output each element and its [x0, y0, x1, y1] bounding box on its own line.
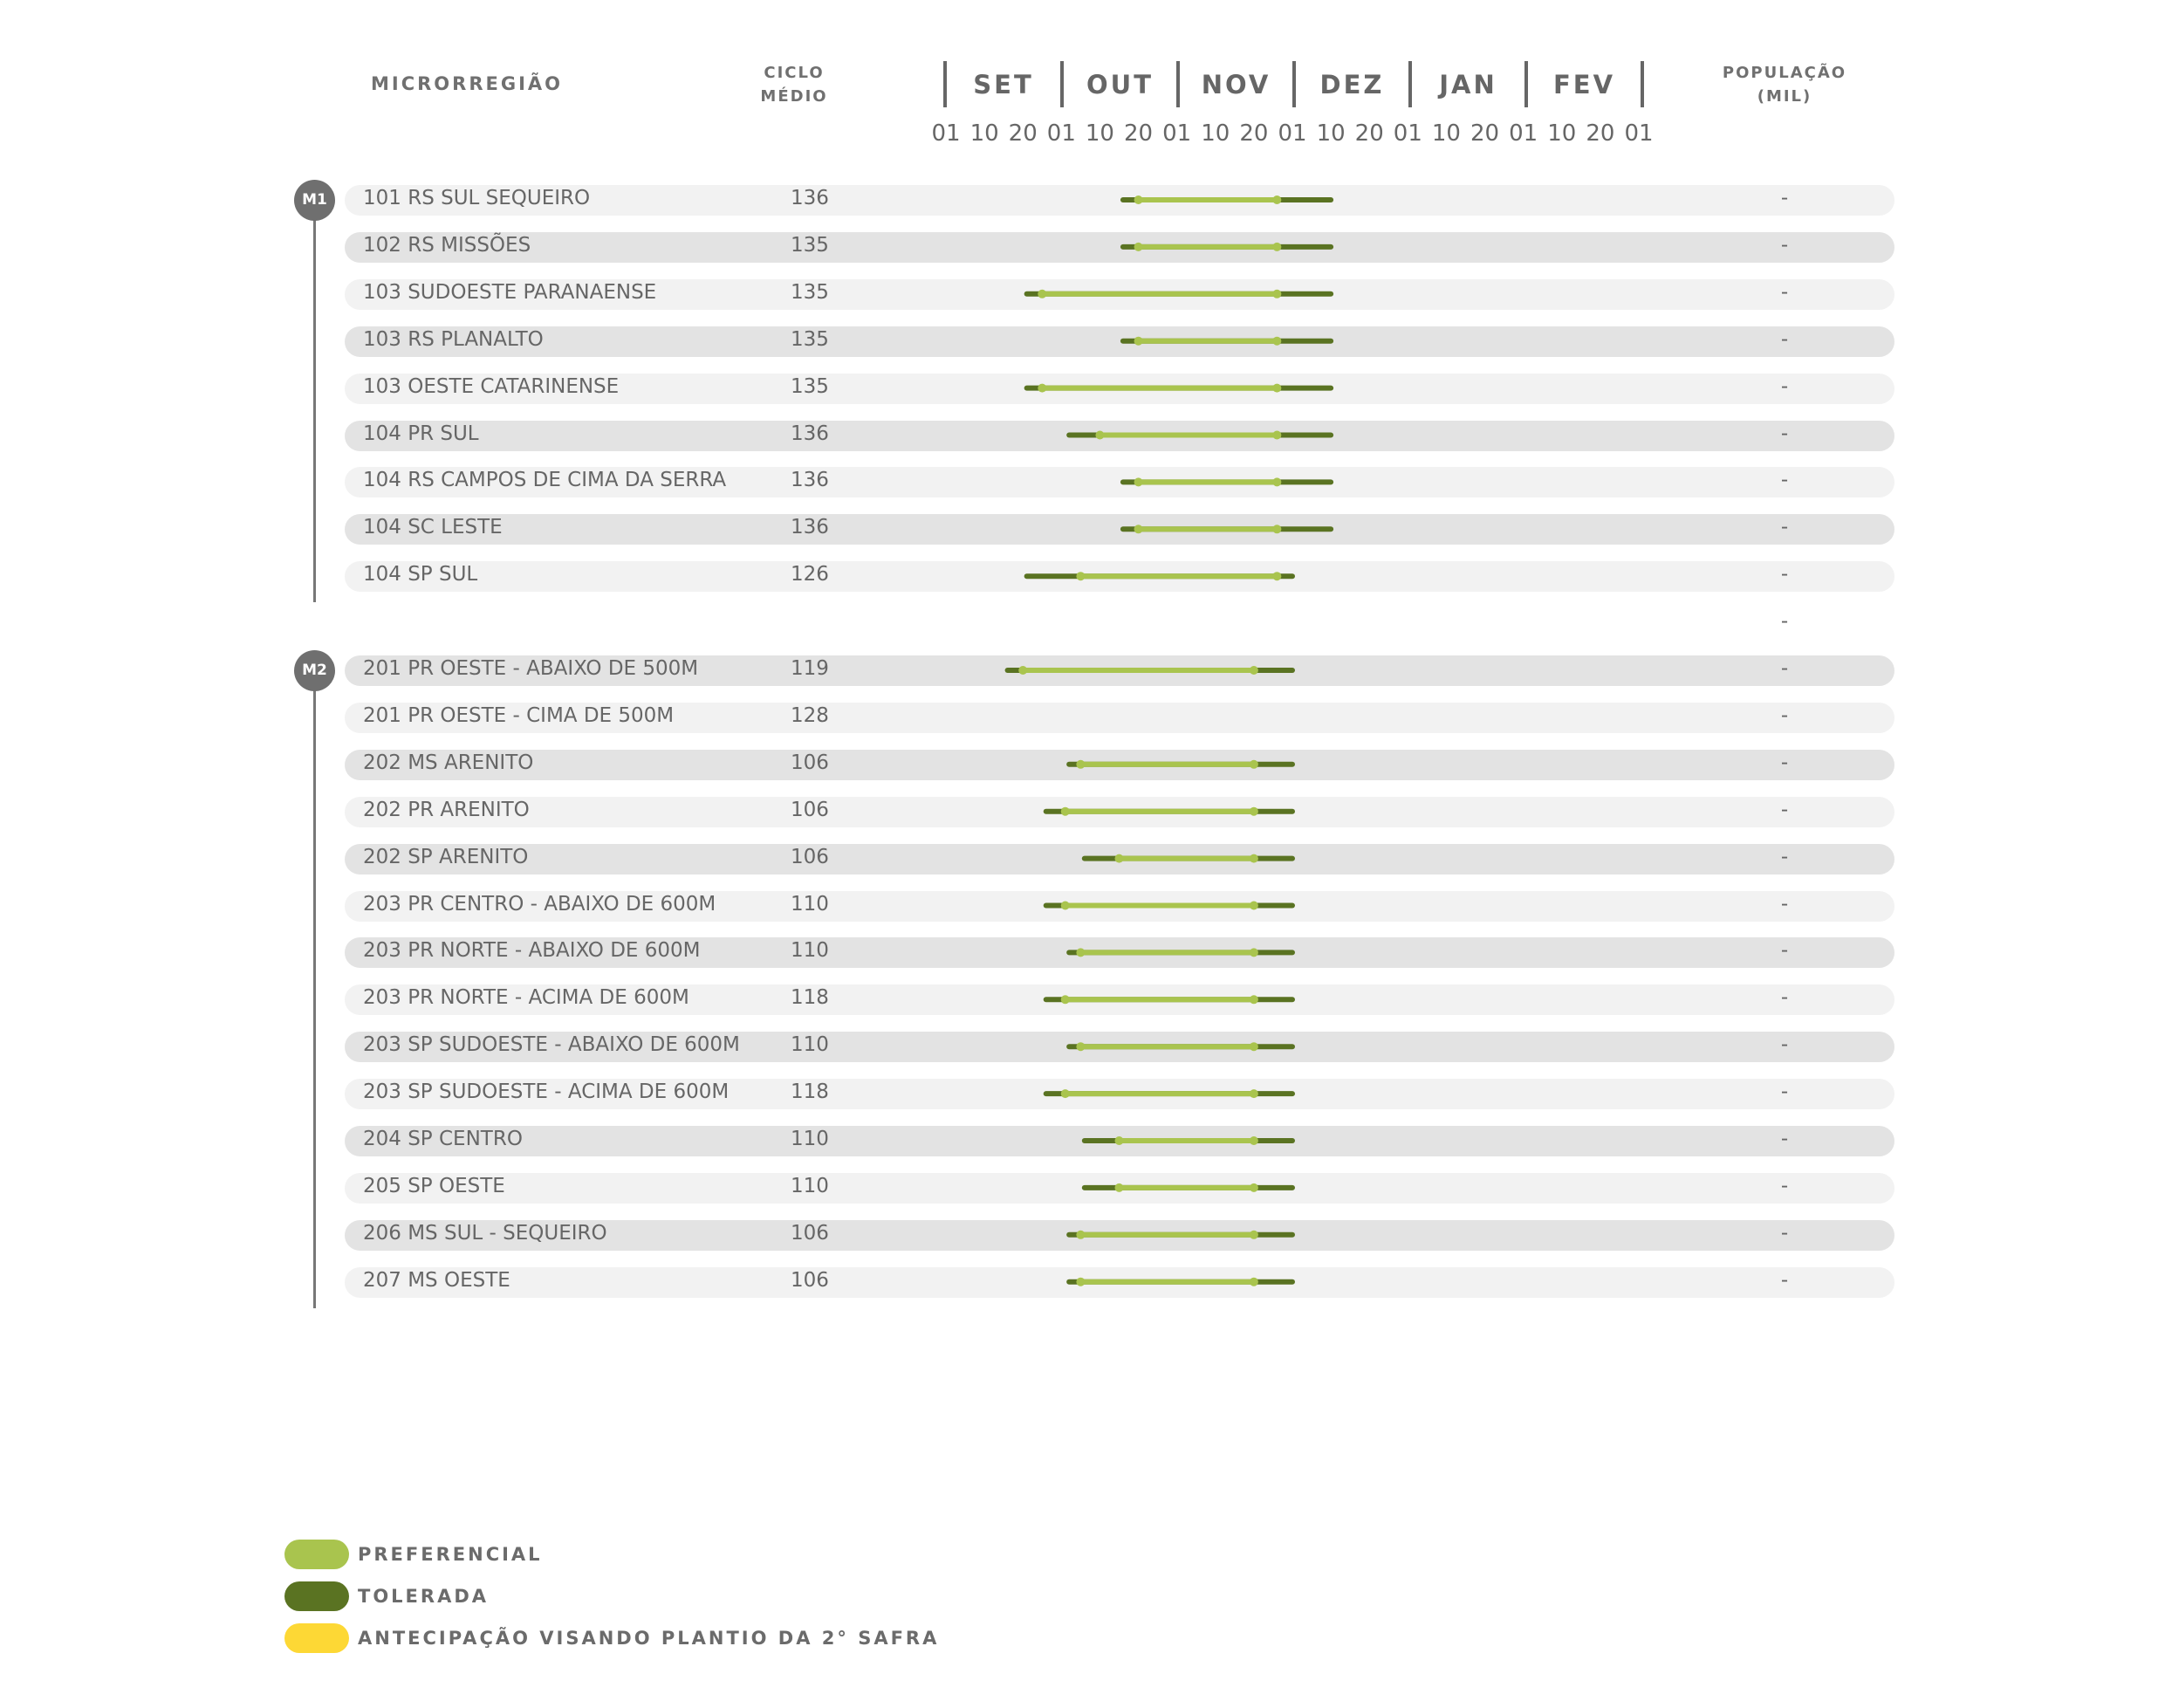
row-microrregiao: 103 SUDOESTE PARANAENSE	[363, 280, 657, 304]
row-populacao: -	[1780, 798, 1789, 821]
month-label: OUT	[1086, 70, 1154, 99]
row-ciclo: 110	[791, 1174, 829, 1197]
row-ciclo: 136	[791, 469, 829, 492]
preferencial-endpoint	[1250, 1136, 1258, 1145]
preferencial-endpoint	[1250, 760, 1258, 769]
row-populacao: -	[1780, 703, 1789, 727]
row-ciclo: 110	[791, 892, 829, 916]
row-microrregiao: 103 RS PLANALTO	[363, 327, 544, 351]
preferencial-endpoint	[1115, 854, 1124, 863]
month-label: DEZ	[1319, 70, 1385, 99]
row-populacao: -	[1780, 845, 1789, 868]
row-ciclo: 118	[791, 1080, 829, 1104]
row-microrregiao: 203 PR NORTE - ACIMA DE 600M	[363, 986, 689, 1010]
preferencial-endpoint	[1038, 290, 1046, 298]
row-microrregiao: 104 RS CAMPOS DE CIMA DA SERRA	[363, 469, 727, 492]
tick-label: 01	[1624, 120, 1654, 147]
tick-label: 01	[931, 120, 961, 147]
preferencial-endpoint	[1076, 1042, 1085, 1051]
preferencial-endpoint	[1095, 431, 1104, 440]
row-microrregiao: 203 PR CENTRO - ABAIXO DE 600M	[363, 892, 716, 916]
row-microrregiao: 102 RS MISSÕES	[363, 233, 531, 257]
row-ciclo: 118	[791, 986, 829, 1010]
row-ciclo: 106	[791, 1221, 829, 1245]
preferencial-endpoint	[1272, 195, 1281, 204]
row-microrregiao: 203 SP SUDOESTE - ACIMA DE 600M	[363, 1080, 730, 1104]
tick-label: 10	[1316, 120, 1346, 147]
column-header-ciclo-line1: CICLO	[764, 64, 825, 82]
month-label: SET	[973, 70, 1034, 99]
legend-label: PREFERENCIAL	[358, 1544, 543, 1565]
preferencial-endpoint	[1134, 477, 1143, 486]
row-ciclo: 126	[791, 563, 829, 586]
row-microrregiao: 201 PR OESTE - ABAIXO DE 500M	[363, 657, 699, 680]
preferencial-endpoint	[1272, 477, 1281, 486]
preferencial-endpoint	[1018, 666, 1027, 675]
preferencial-endpoint	[1272, 243, 1281, 251]
preferencial-endpoint	[1076, 1278, 1085, 1286]
row-ciclo: 106	[791, 751, 829, 774]
tick-label: 20	[1239, 120, 1269, 147]
tick-label: 10	[1431, 120, 1461, 147]
row-ciclo: 106	[791, 1268, 829, 1292]
preferencial-endpoint	[1076, 760, 1085, 769]
column-header-populacao-line1: POPULAÇÃO	[1722, 64, 1847, 82]
row-populacao: -	[1780, 469, 1789, 492]
row-ciclo: 135	[791, 280, 829, 304]
month-label: JAN	[1439, 70, 1497, 99]
row-microrregiao: 104 SP SUL	[363, 563, 478, 586]
preferencial-endpoint	[1250, 1278, 1258, 1286]
row-populacao: -	[1780, 233, 1789, 257]
legend-label: TOLERADA	[358, 1586, 490, 1607]
row-populacao: -	[1780, 516, 1789, 539]
row-populacao: -	[1780, 610, 1789, 634]
row-populacao: -	[1780, 374, 1789, 398]
tick-label: 20	[1586, 120, 1615, 147]
row-populacao: -	[1780, 280, 1789, 304]
row-microrregiao: 101 RS SUL SEQUEIRO	[363, 187, 591, 209]
row-microrregiao: 207 MS OESTE	[363, 1268, 510, 1292]
tick-label: 01	[1046, 120, 1076, 147]
column-header-populacao-line2: (MIL)	[1757, 87, 1812, 106]
month-label: NOV	[1201, 70, 1271, 99]
legend-swatch	[284, 1623, 349, 1653]
row-populacao: -	[1780, 1080, 1789, 1104]
column-header-microrregiao: MICRORREGIÃO	[371, 73, 563, 94]
legend-label: ANTECIPAÇÃO VISANDO PLANTIO DA 2° SAFRA	[358, 1628, 940, 1649]
row-microrregiao: 202 PR ARENITO	[363, 798, 530, 821]
preferencial-endpoint	[1272, 572, 1281, 580]
preferencial-endpoint	[1272, 431, 1281, 440]
column-header-ciclo-line2: MÉDIO	[760, 87, 828, 106]
preferencial-endpoint	[1250, 1231, 1258, 1239]
preferencial-endpoint	[1272, 384, 1281, 393]
preferencial-endpoint	[1250, 666, 1258, 675]
preferencial-endpoint	[1115, 1136, 1124, 1145]
row-microrregiao: 206 MS SUL - SEQUEIRO	[363, 1221, 607, 1245]
row-ciclo: 110	[791, 1033, 829, 1057]
tick-label: 10	[1201, 120, 1230, 147]
tick-label: 10	[969, 120, 999, 147]
row-ciclo: 106	[791, 798, 829, 821]
row-microrregiao: 104 SC LESTE	[363, 516, 503, 539]
row-microrregiao: 203 SP SUDOESTE - ABAIXO DE 600M	[363, 1033, 740, 1057]
preferencial-endpoint	[1076, 948, 1085, 957]
group-badge: M1	[294, 180, 335, 221]
preferencial-endpoint	[1061, 995, 1070, 1004]
tick-label: 01	[1278, 120, 1307, 147]
row-populacao: -	[1780, 751, 1789, 774]
group-badge: M2	[294, 650, 335, 691]
row-microrregiao: 202 MS ARENITO	[363, 751, 534, 774]
preferencial-endpoint	[1250, 1089, 1258, 1098]
preferencial-endpoint	[1272, 337, 1281, 346]
preferencial-endpoint	[1134, 195, 1143, 204]
row-populacao: -	[1780, 187, 1789, 209]
row-ciclo: 119	[791, 657, 829, 680]
preferencial-endpoint	[1134, 525, 1143, 533]
row-microrregiao: 203 PR NORTE - ABAIXO DE 600M	[363, 939, 701, 963]
row-ciclo: 135	[791, 233, 829, 257]
row-microrregiao: 103 OESTE CATARINENSE	[363, 374, 620, 398]
preferencial-endpoint	[1250, 1042, 1258, 1051]
tick-label: 20	[1354, 120, 1384, 147]
row-populacao: -	[1780, 892, 1789, 916]
tick-label: 01	[1162, 120, 1192, 147]
row-microrregiao: 202 SP ARENITO	[363, 845, 529, 868]
legend-swatch	[284, 1540, 349, 1569]
row-populacao: -	[1780, 1128, 1789, 1150]
tick-label: 10	[1547, 120, 1577, 147]
month-label: FEV	[1552, 70, 1616, 99]
preferencial-endpoint	[1115, 1183, 1124, 1192]
row-populacao: -	[1780, 563, 1789, 586]
row-populacao: -	[1780, 1174, 1789, 1197]
preferencial-endpoint	[1038, 384, 1046, 393]
preferencial-endpoint	[1250, 1183, 1258, 1192]
legend-swatch	[284, 1581, 349, 1611]
preferencial-endpoint	[1061, 807, 1070, 816]
row-populacao: -	[1780, 657, 1789, 680]
row-populacao: -	[1780, 327, 1789, 351]
tick-label: 20	[1124, 120, 1154, 147]
preferencial-endpoint	[1250, 854, 1258, 863]
preferencial-endpoint	[1134, 243, 1143, 251]
row-ciclo: 110	[791, 939, 829, 963]
row-populacao: -	[1780, 939, 1789, 963]
preferencial-endpoint	[1250, 948, 1258, 957]
row-ciclo: 110	[791, 1128, 829, 1150]
preferencial-endpoint	[1250, 902, 1258, 910]
row-ciclo: 106	[791, 845, 829, 868]
tick-label: 01	[1393, 120, 1422, 147]
tick-label: 20	[1470, 120, 1500, 147]
row-ciclo: 136	[791, 187, 829, 209]
row-microrregiao: 204 SP CENTRO	[363, 1128, 523, 1150]
preferencial-endpoint	[1272, 525, 1281, 533]
row-ciclo: 128	[791, 703, 829, 727]
preferencial-endpoint	[1250, 995, 1258, 1004]
row-microrregiao: 104 PR SUL	[363, 422, 479, 445]
row-ciclo: 135	[791, 327, 829, 351]
row-populacao: -	[1780, 422, 1789, 445]
row-microrregiao: 205 SP OESTE	[363, 1174, 505, 1197]
preferencial-endpoint	[1134, 337, 1143, 346]
row-populacao: -	[1780, 1221, 1789, 1245]
row-microrregiao: 201 PR OESTE - CIMA DE 500M	[363, 703, 675, 727]
preferencial-endpoint	[1250, 807, 1258, 816]
tick-label: 20	[1008, 120, 1038, 147]
row-ciclo: 136	[791, 422, 829, 445]
preferencial-endpoint	[1076, 1231, 1085, 1239]
preferencial-endpoint	[1272, 290, 1281, 298]
row-populacao: -	[1780, 1268, 1789, 1292]
tick-label: 01	[1509, 120, 1538, 147]
row-populacao: -	[1780, 986, 1789, 1010]
tick-label: 10	[1085, 120, 1114, 147]
preferencial-endpoint	[1076, 572, 1085, 580]
preferencial-endpoint	[1061, 1089, 1070, 1098]
row-populacao: -	[1780, 1033, 1789, 1057]
row-ciclo: 135	[791, 374, 829, 398]
preferencial-endpoint	[1061, 902, 1070, 910]
row-ciclo: 136	[791, 516, 829, 539]
